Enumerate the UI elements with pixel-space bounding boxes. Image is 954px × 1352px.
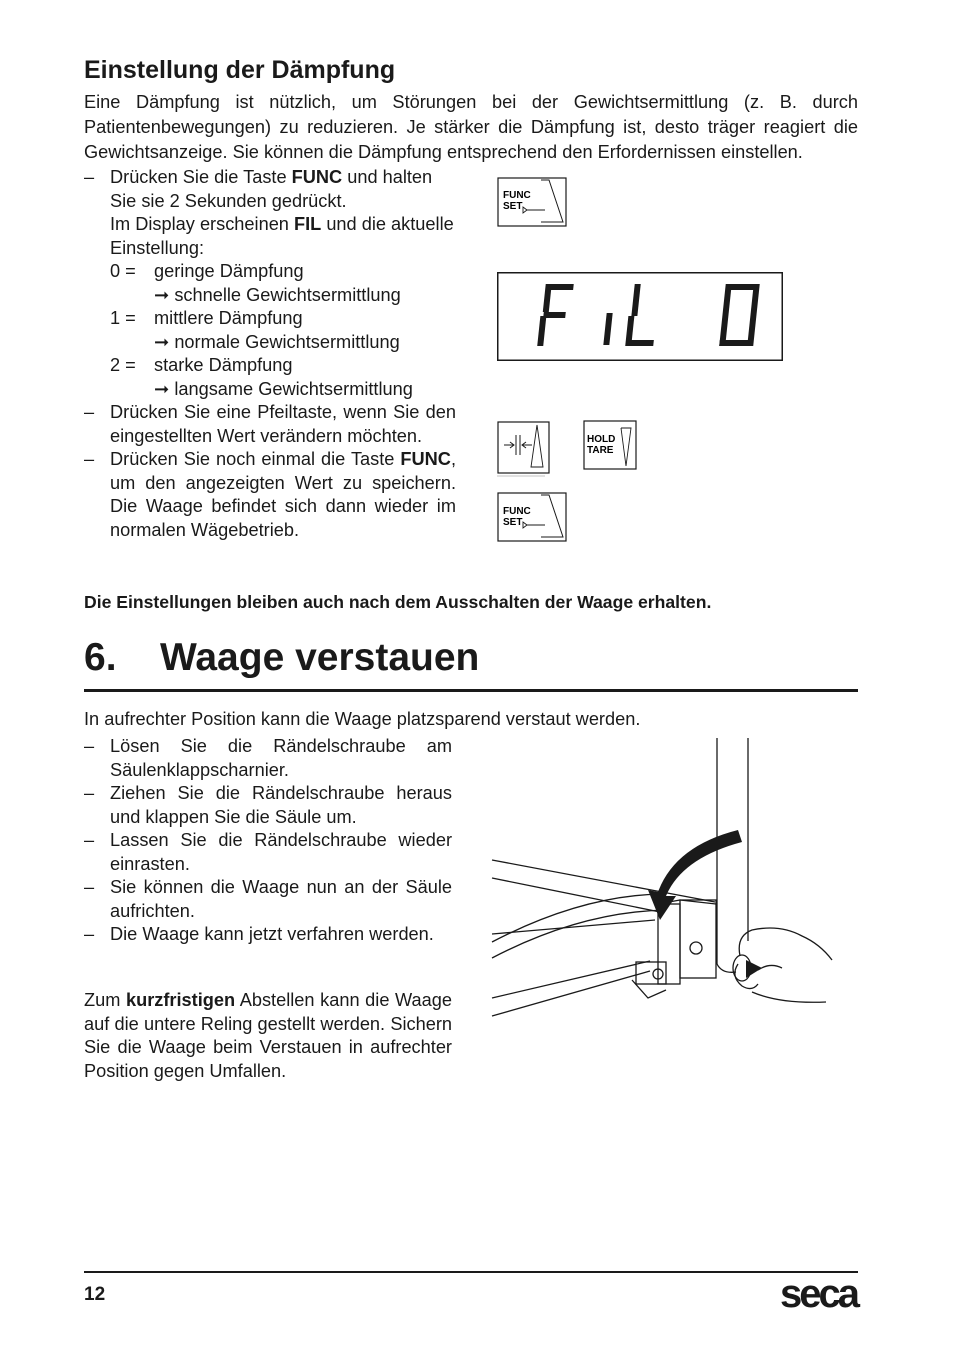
lcd-display-fil-0 [497,272,784,362]
damping-option-2: 2 = starke Dämpfung ➞ langsame Gewichtsermittlung [110,355,413,399]
storage-steps-list [84,735,452,947]
heading-divider [84,689,858,692]
step-1-line-2: Im Display erscheinen FIL und die aktuelle Einstellung: [110,214,454,258]
step-1-line-1: Drücken Sie die Taste FUNC und halten Sie sie 2 Sekunden gedrückt. [110,167,433,211]
section-heading-damping: Einstellung der Dämpfung [84,56,396,84]
func-set-key-icon [497,492,569,544]
arrow-right-icon: ➞ [154,284,170,305]
storage-paragraph: Zum kurzfristigen Abstellen kann die Waage auf die untere Reling gestellt werden. Sichern Sie die Waage beim Verstauen in aufrechter Position gegen Umfallen. [84,990,452,1081]
footer-divider [84,1271,858,1273]
damping-step-2: – Drücken Sie eine Pfeiltaste, wenn Sie den eingestellten Wert verändern möchten. [84,402,456,446]
hold-tare-key-icon [583,420,639,472]
svg-text:HOLD: HOLD [587,434,616,445]
section-heading-storage: 6. Waage verstauen [84,636,480,679]
damping-step-3: – Drücken Sie noch einmal die Taste FUNC, um den angezeigten Wert zu speichern. Die Waage befindet sich dann wieder im normalen Wägebetrieb. [84,449,456,540]
arrow-right-icon: ➞ [154,378,170,399]
page-number: 12 [84,1284,106,1305]
damping-step-1: – Drücken Sie die Taste FUNC und halten Sie sie 2 Sekunden gedrückt. Im Display erscheinen FIL und die aktuelle Einstellung: 0 = geringe Dämpfung ➞ schnelle Gewichtsermittlung 1 = mittlere Dämpfung ➞ normale Gewichtsermittlung 2 = starke Dämpfung ➞ langsame Gewichtsermittlung [84,166,456,401]
storage-step-3: – Lassen Sie die Rändelschraube wieder einrasten. [84,830,452,874]
svg-text:SET: SET [503,517,523,528]
svg-text:FUNC: FUNC [503,190,531,201]
svg-text:FUNC: FUNC [503,506,531,517]
storage-intro: In aufrechter Position kann die Waage platzsparend verstaut werden. [84,709,641,729]
damping-intro-paragraph: Eine Dämpfung ist nützlich, um Störungen bei der Gewichtsermittlung (z. B. durch Patientenbewegungen) zu reduzieren. Je stärker die Dämpfung ist, desto träger reagiert die Gewichtsanzeige. Sie können die Dämpfung entsprechend den Erfordernissen einstellen. [84,92,858,162]
damping-steps-list [84,166,456,542]
svg-text:SET: SET [503,201,523,212]
storage-step-5: – Die Waage kann jetzt verfahren werden. [84,924,434,944]
arrow-key-icon [497,421,552,477]
storage-step-2: – Ziehen Sie die Rändelschraube heraus und klappen Sie die Säule um. [84,783,452,827]
folding-column-illustration [490,736,842,1022]
func-set-key-icon [497,177,569,229]
storage-step-4: – Sie können die Waage nun an der Säule aufrichten. [84,877,452,921]
damping-option-1: 1 = mittlere Dämpfung ➞ normale Gewichtsermittlung [110,308,400,352]
damping-option-0: 0 = geringe Dämpfung ➞ schnelle Gewichtsermittlung [110,261,401,305]
brand-logo: seca [780,1272,857,1316]
damping-note: Die Einstellungen bleiben auch nach dem Ausschalten der Waage erhalten. [84,592,712,612]
storage-step-1: – Lösen Sie die Rändelschraube am Säulenklappscharnier. [84,736,452,780]
arrow-right-icon: ➞ [154,331,170,352]
svg-text:TARE: TARE [587,445,614,456]
